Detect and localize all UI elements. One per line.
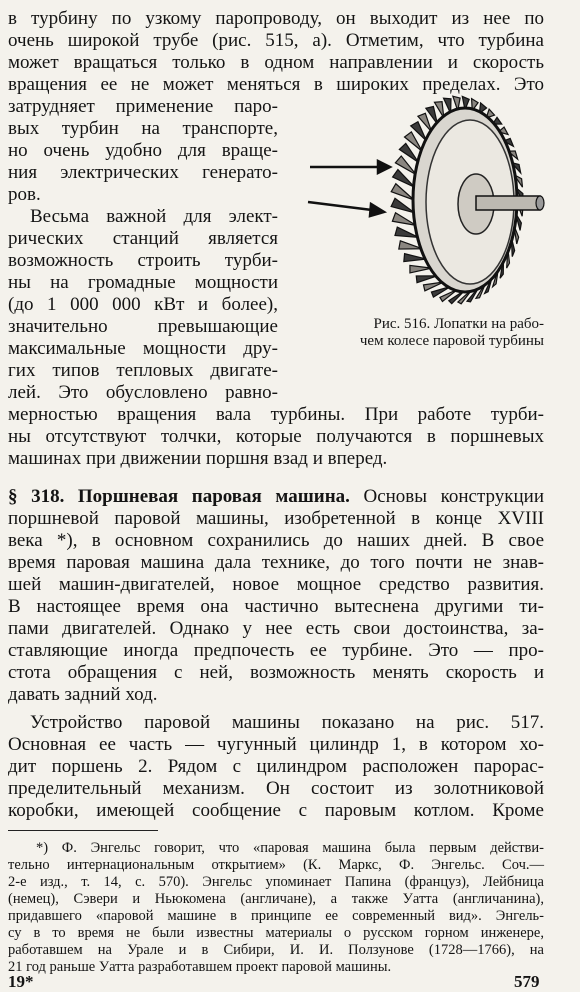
body-line: В настоящее время она частично вытеснена другими ти- [8, 596, 544, 617]
body-line: Устройство паровой машины показано на рис. 517. [30, 712, 544, 733]
turbine-blade [391, 198, 414, 213]
body-line: в турбину по узкому паропроводу, он выходит из нее по [8, 8, 544, 29]
wrap-line: но очень удобно для враще- [8, 140, 278, 161]
turbine-blade [391, 184, 414, 200]
body-line: мерностью вращения вала турбины. При работе турби- [8, 404, 544, 425]
caption-line: чем колесе паровой турбины [359, 333, 544, 349]
footnote-line: придавшего «паровой машине в принципе ее современный вид». Энгель- [8, 908, 544, 924]
footnote-line: тельно интернациональным открытием» (К. Маркс, Ф. Энгельс. Соч.— [8, 857, 544, 873]
section-first-line [8, 486, 544, 508]
footnote-line: су в то время не были известны материалы о русском горном инженере, [8, 925, 544, 941]
footnote-line: 2-е изд., т. 14, с. 570). Энгельс упоминает Папина (француз), Лейбница [8, 874, 544, 890]
body-line: века *), в основном сохранились до наших дней. В свое [8, 530, 544, 551]
footnote-line: 21 год раньше Уатта разработавшем проект паровой машины. [8, 959, 392, 975]
section-heading: § 318. Поршневая паровая машина. [8, 486, 350, 507]
body-line: очень широкой трубе (рис. 515, а). Отметим, что турбина [8, 30, 544, 51]
body-line: коробки, имеющей сообщение с паровым котлом. Кроме [8, 800, 544, 821]
wrap-line: затрудняет применение паро- [8, 96, 278, 117]
body-line: стота обращения с ней, возможность менять скорость и [8, 662, 544, 683]
body-line: машинах при движении поршня взад и вперед. [8, 448, 388, 469]
section-text: Основы конструкции [349, 486, 544, 507]
wrap-line: возможность строить турби- [8, 250, 278, 271]
footnote-line: работавшем на Урале и в Сибири, И. И. Ползунове (1728—1766), на [8, 942, 544, 958]
body-line: Основная ее часть — чугунный цилиндр 1, в котором хо- [8, 734, 544, 755]
footnote-rule [8, 830, 158, 831]
steam-arrow-icon [308, 161, 390, 216]
body-line: дит поршень 2. Рядом с цилиндром расположен парорас- [8, 756, 544, 777]
signature-mark: 19* [8, 972, 34, 991]
body-line: ставляющие иногда предпочесть ее турбине. Это — про- [8, 640, 544, 661]
footnote-line: *) Ф. Энгельс говорит, что «паровая машина была первым действи- [36, 840, 544, 856]
wrap-line: ров. [8, 184, 41, 205]
turbine-blade [416, 276, 437, 283]
turbine-wheel-illustration [300, 92, 550, 307]
footnote-line: (немец), Сэвери и Ньюкомена (англичане), а также Уатта (англичанина), [8, 891, 544, 907]
wrap-line: вых турбин на транспорте, [8, 118, 278, 139]
wrap-line: ны на громадные мощности [8, 272, 278, 293]
page-number: 579 [514, 972, 540, 991]
figure-caption [322, 316, 544, 350]
wrap-line: значительно превышающие [8, 316, 278, 337]
wrap-line: (до 1 000 000 кВт и более), [8, 294, 278, 315]
body-line: пределительный механизм. Он состоит из золотниковой [8, 778, 544, 799]
body-line: время паровая машина дала технике, до того почти не знав- [8, 552, 544, 573]
body-line: вращения ее не может меняться в широких пределах. Это [8, 74, 544, 95]
body-line: давать задний ход. [8, 684, 158, 705]
wrap-line: рических станций является [8, 228, 278, 249]
body-line: может вращаться только в одном направлении и скорость [8, 52, 544, 73]
body-line: ны отсутствуют толчки, которые получаются в поршневых [8, 426, 544, 447]
body-line: поршневой паровой машины, изобретенной в конце XVIII [8, 508, 544, 529]
body-line: шей машин-двигателей, новое мощное средство развития. [8, 574, 544, 595]
wrap-line: Весьма важной для элект- [30, 206, 278, 227]
body-line: пами двигателей. Однако у нее есть свои достоинства, за- [8, 618, 544, 639]
wrap-line: ния электрических генерато- [8, 162, 278, 183]
wrap-line: лей. Это обусловлено равно- [8, 382, 278, 403]
wrap-line: гих типов тепловых двигате- [8, 360, 278, 381]
wrap-line: максимальные мощности дру- [8, 338, 278, 359]
caption-line: Рис. 516. Лопатки на рабо- [373, 316, 544, 332]
